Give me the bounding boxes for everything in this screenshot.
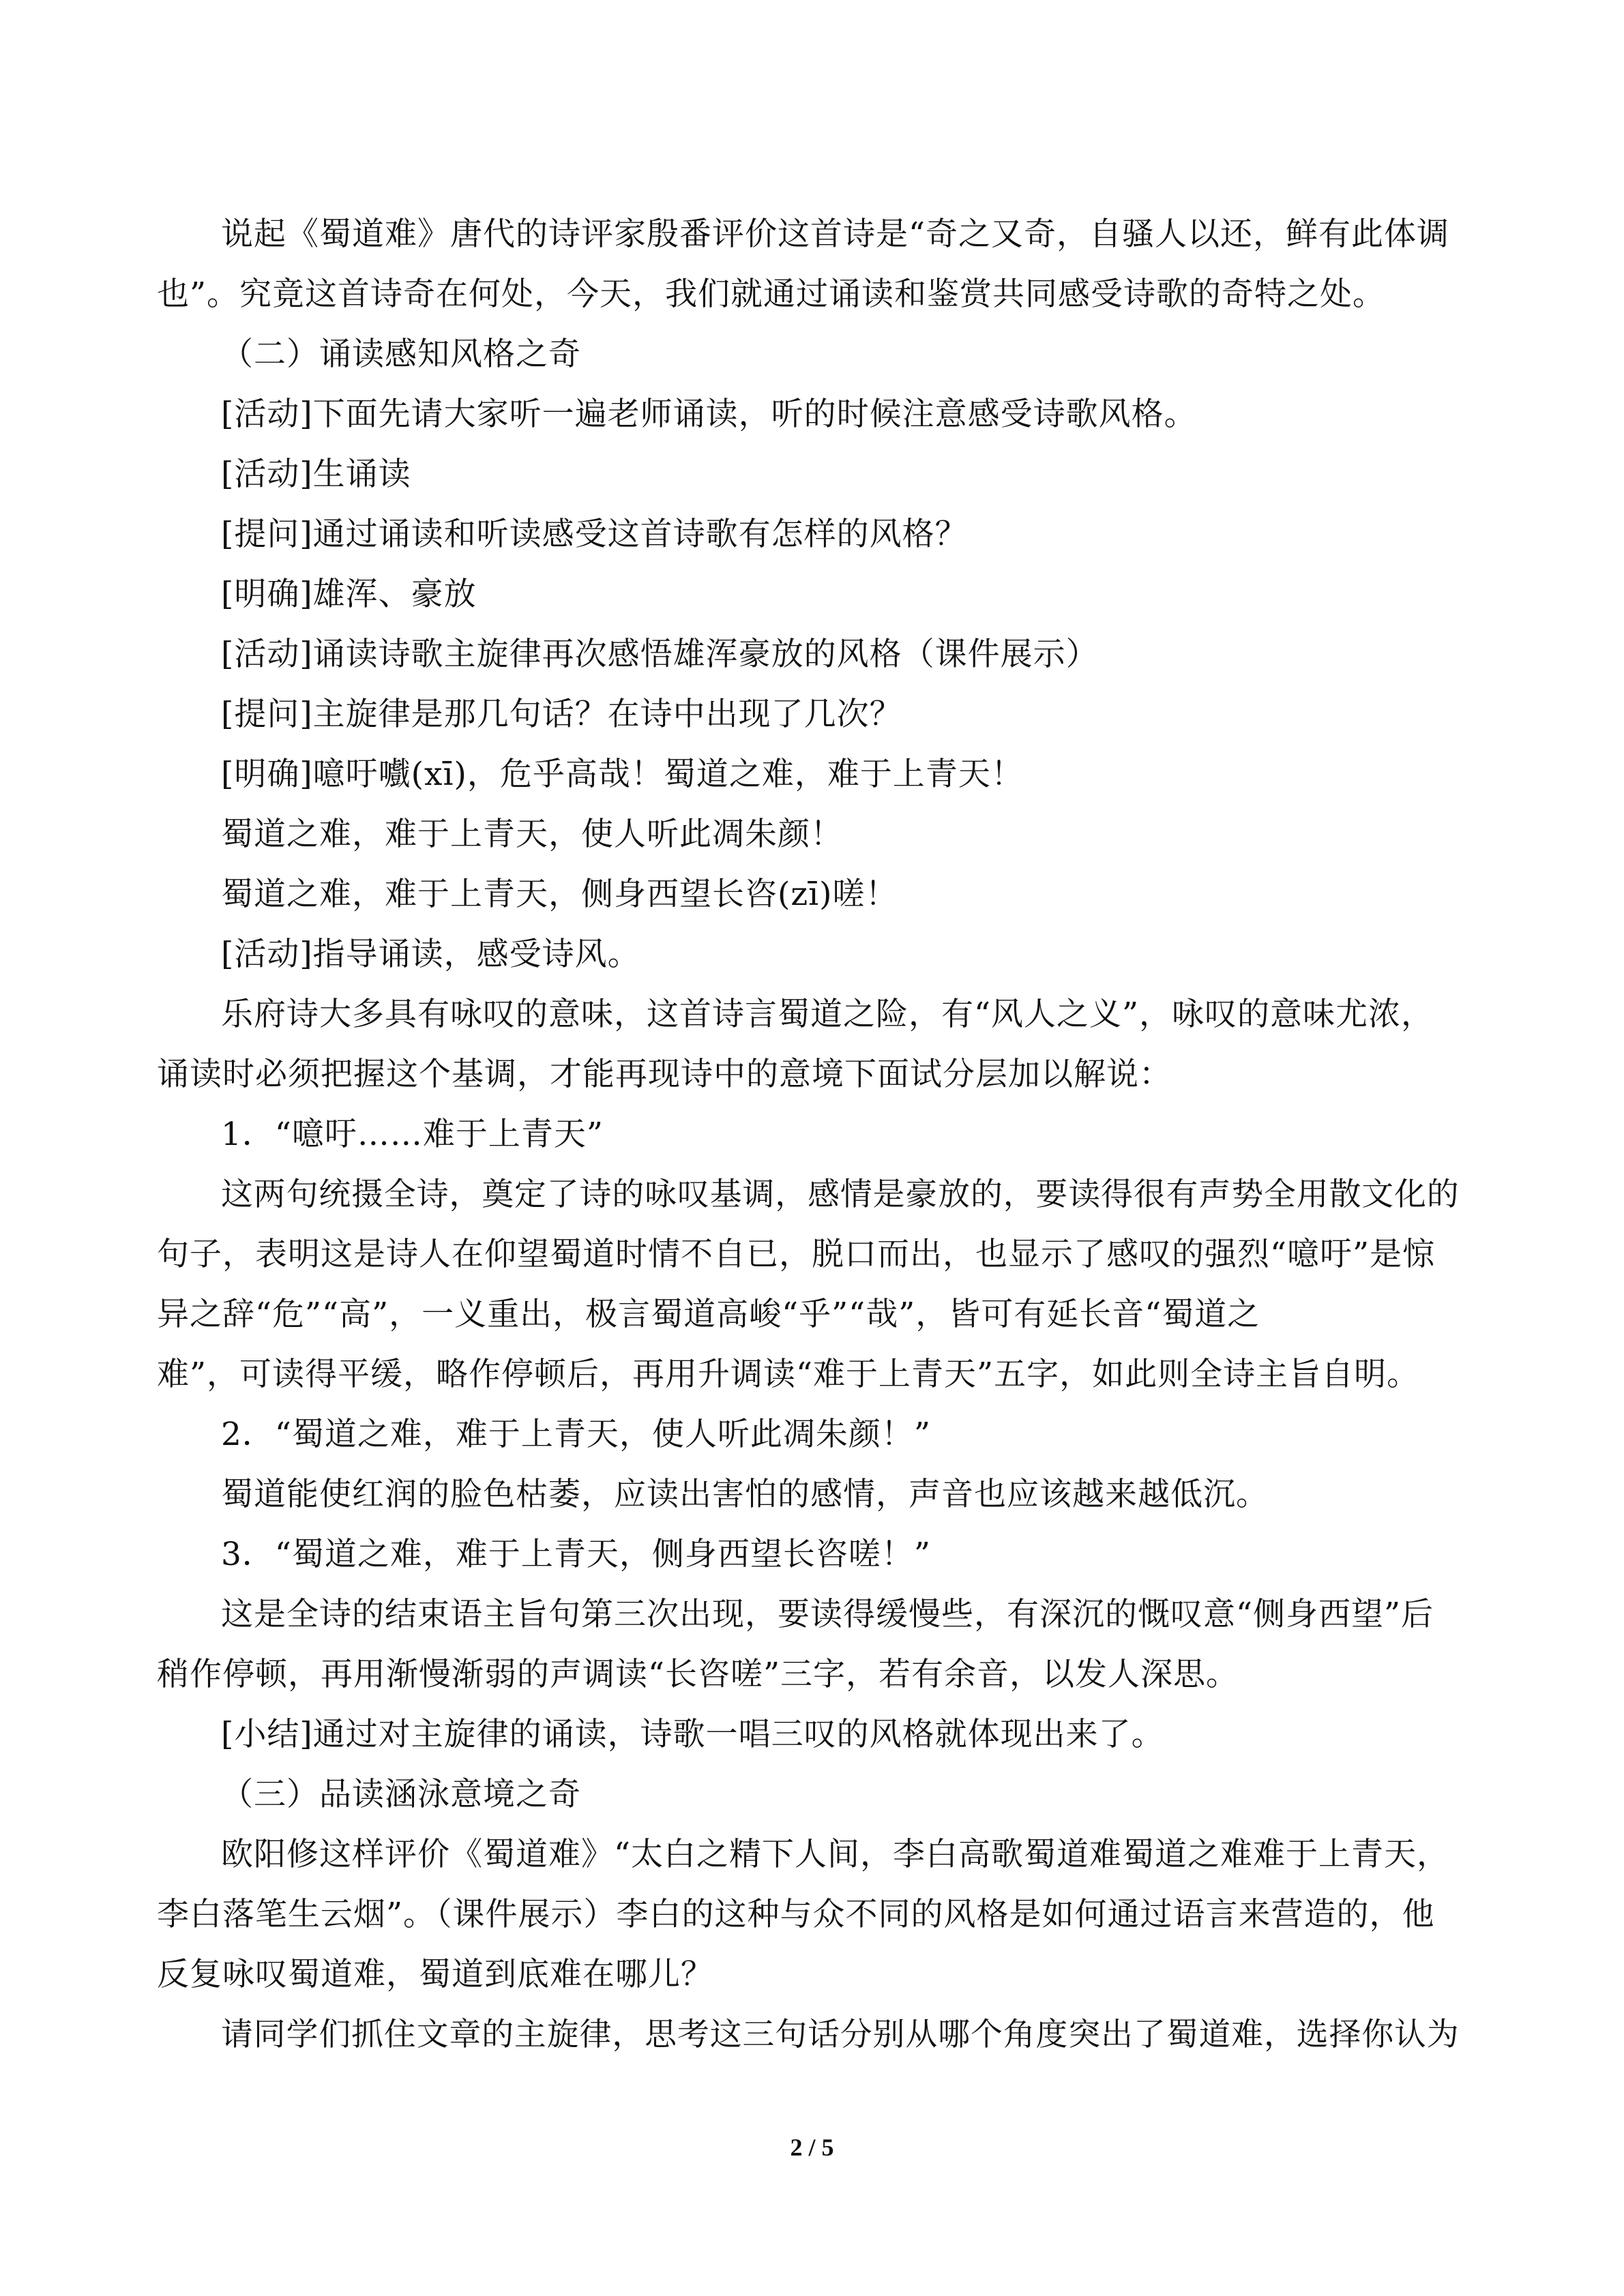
text-line: [活动]诵读诗歌主旋律再次感悟雄浑豪放的风格（课件展示） [221, 636, 1099, 673]
text-line: （三）品读涵泳意境之奇 [221, 1776, 581, 1813]
text-line: [明确]噫吁嚱(xī)，危乎高哉！蜀道之难，难于上青天！ [221, 756, 1024, 793]
text-line: 3．“蜀道之难，难于上青天，侧身西望长咨嗟！” [221, 1536, 931, 1573]
text-line: [小结]通过对主旋律的诵读，诗歌一唱三叹的风格就体现出来了。 [221, 1716, 1164, 1753]
text-line: 难”，可读得平缓，略作停顿后，再用升调读“难于上青天”五字，如此则全诗主旨自明。 [157, 1356, 1420, 1393]
text-line: （二）诵读感知风格之奇 [221, 336, 581, 373]
text-line: 这两句统摄全诗，奠定了诗的咏叹基调，感情是豪放的，要读得很有声势全用散文化的 [221, 1176, 1460, 1213]
text-line: 蜀道能使红润的脸色枯萎，应读出害怕的感情，声音也应该越来越低沉。 [221, 1476, 1269, 1513]
text-line: 2．“蜀道之难，难于上青天，使人听此凋朱颜！” [221, 1416, 931, 1453]
text-line: 句子，表明这是诗人在仰望蜀道时情不自已，脱口而出，也显示了感叹的强烈“噫吁”是惊 [157, 1236, 1436, 1273]
text-line: 请同学们抓住文章的主旋律，思考这三句话分别从哪个角度突出了蜀道难，选择你认为 [221, 2016, 1460, 2053]
text-line: [活动]下面先请大家听一遍老师诵读，听的时候注意感受诗歌风格。 [221, 396, 1197, 433]
page-number: 2 / 5 [790, 2134, 834, 2161]
text-line: 说起《蜀道难》唐代的诗评家殷番评价这首诗是“奇之又奇，自骚人以还，鲜有此体调 [221, 215, 1450, 253]
text-line: [活动]生诵读 [221, 456, 411, 493]
text-line: 异之辞“危”“高”，一义重出，极言蜀道高峻“乎”“哉”，皆可有延长音“蜀道之 [157, 1296, 1260, 1333]
text-line: 欧阳修这样评价《蜀道难》“太白之精下人间，李白高歌蜀道难蜀道之难难于上青天， [221, 1836, 1450, 1873]
text-line: [活动]指导诵读，感受诗风。 [221, 936, 640, 973]
text-line: 蜀道之难，难于上青天，侧身西望长咨(zī)嗟！ [221, 876, 898, 913]
text-line: 乐府诗大多具有咏叹的意味，这首诗言蜀道之险，有“风人之义”，咏叹的意味尤浓， [221, 996, 1434, 1033]
text-line: [明确]雄浑、豪放 [221, 576, 477, 613]
text-line: [提问]主旋律是那几句话？在诗中出现了几次？ [221, 696, 902, 733]
text-line: 这是全诗的结束语主旨句第三次出现，要读得缓慢些，有深沉的慨叹意“侧身西望”后 [221, 1596, 1434, 1633]
document-body [157, 205, 1460, 2065]
text-line: 诵读时必须把握这个基调，才能再现诗中的意境下面试分层加以解说： [157, 1056, 1172, 1093]
text-line: 1．“噫吁……难于上青天” [221, 1116, 604, 1153]
text-line: 稍作停顿，再用渐慢渐弱的声调读“长咨嗟”三字，若有余音，以发人深思。 [157, 1656, 1239, 1693]
text-line: 反复咏叹蜀道难，蜀道到底难在哪儿？ [157, 1956, 713, 1993]
text-line: 也”。究竟这首诗奇在何处，今天，我们就通过诵读和鉴赏共同感受诗歌的奇特之处。 [157, 275, 1386, 313]
text-line: 蜀道之难，难于上青天，使人听此凋朱颜！ [221, 816, 843, 853]
text-line: [提问]通过诵读和听读感受这首诗歌有怎样的风格？ [221, 516, 968, 553]
text-line: 李白落笔生云烟”。（课件展示）李白的这种与众不同的风格是如何通过语言来营造的，他 [157, 1896, 1435, 1933]
